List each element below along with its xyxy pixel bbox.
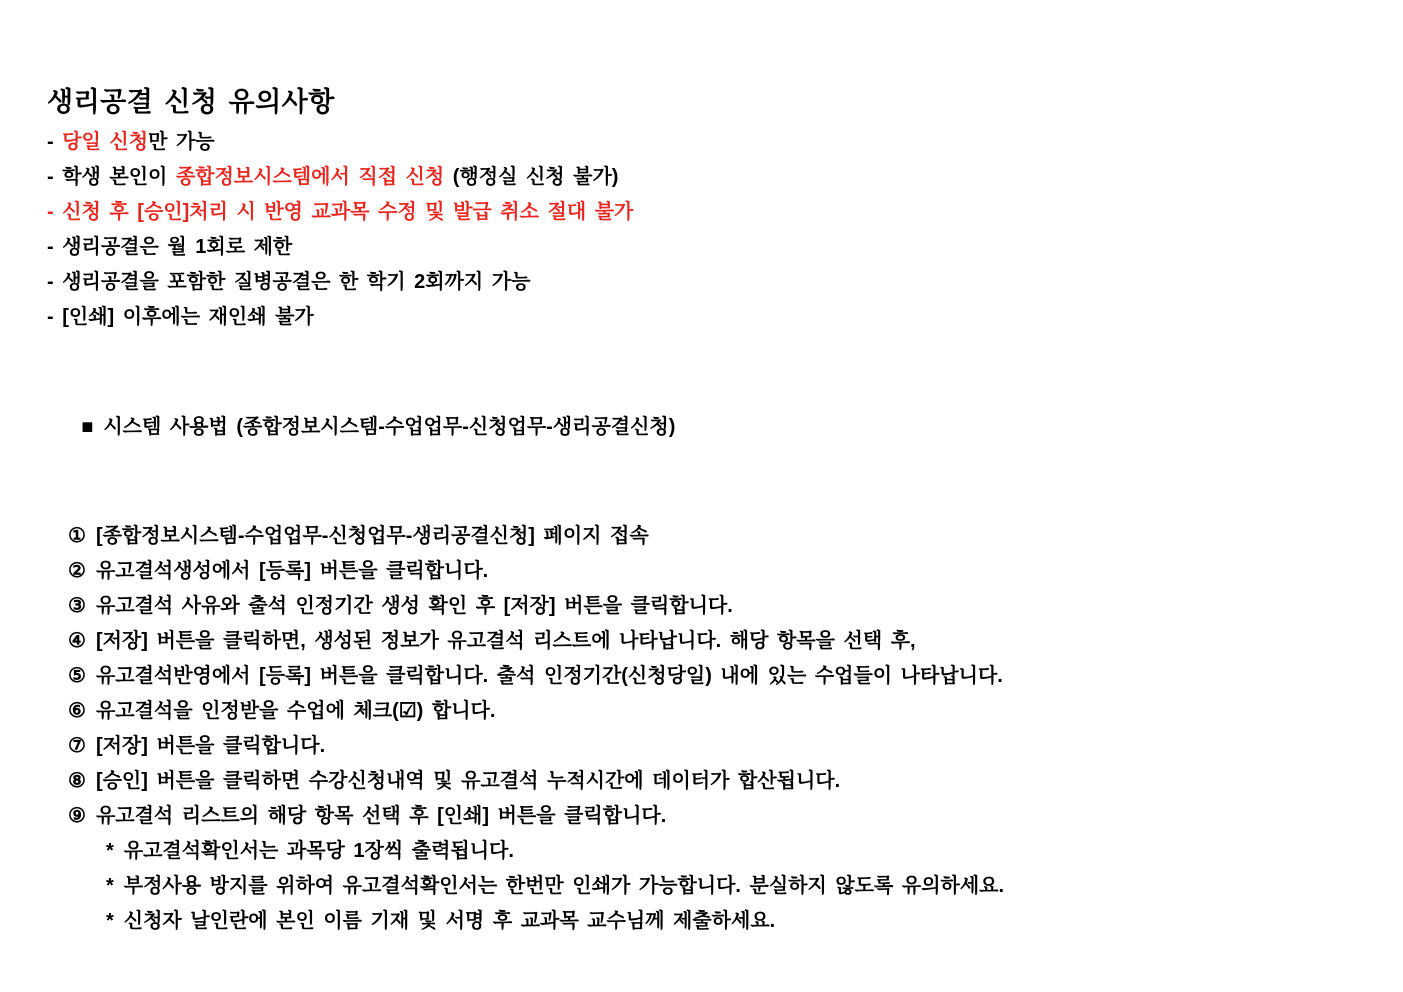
square-bullet-icon: ■: [81, 416, 94, 439]
note-segment-red: 당일 신청: [62, 131, 149, 154]
step-text: 유고결석반영에서 [등록] 버튼을 클릭합니다. 출석 인정기간(신청당일) 내에 있는 수업들이 나타납니다.: [95, 665, 1003, 688]
step-line: [68, 519, 1363, 554]
note-segment: - 생리공결을 포함한 질병공결은 한 학기 2회까지 가능: [47, 271, 531, 294]
step-line: [68, 554, 1363, 589]
step-number-icon: ⑧: [68, 770, 86, 793]
step-line: [68, 799, 1363, 834]
step-line: [68, 694, 1363, 729]
step-line: [68, 764, 1363, 799]
step-text: 유고결석을 인정받을 수업에 체크(☑) 합니다.: [95, 700, 496, 723]
note-line: [47, 195, 1363, 230]
substep-text: 유고결석확인서는 과목당 1장씩 출력됩니다.: [123, 840, 514, 863]
note-line: [47, 300, 1363, 335]
step-text: [종합정보시스템-수업업무-신청업무-생리공결신청] 페이지 접속: [95, 525, 649, 548]
substep-text: 부정사용 방지를 위하여 유고결석확인서는 한번만 인쇄가 가능합니다. 분실하지 않도록 유의하세요.: [123, 875, 1005, 898]
step-number-icon: ④: [68, 630, 86, 653]
step-line: [68, 624, 1363, 659]
notes-list: [47, 125, 1363, 335]
step-text: 유고결석생성에서 [등록] 버튼을 클릭합니다.: [95, 560, 489, 583]
note-segment: - 학생 본인이: [47, 166, 176, 189]
note-line: [47, 230, 1363, 265]
step-number-icon: ②: [68, 560, 86, 583]
step-line: [68, 729, 1363, 764]
asterisk-icon: *: [106, 875, 114, 898]
note-line: [47, 265, 1363, 300]
substep-line: [106, 834, 1363, 869]
step-text: 유고결석 리스트의 해당 항목 선택 후 [인쇄] 버튼을 클릭합니다.: [95, 805, 667, 828]
substep-line: [106, 904, 1363, 939]
step-text: [저장] 버튼을 클릭하면, 생성된 정보가 유고결석 리스트에 나타납니다. 해당 항목을 선택 후,: [95, 630, 916, 653]
step-line: [68, 659, 1363, 694]
step-number-icon: ⑥: [68, 700, 86, 723]
note-segment-red: 종합정보시스템에서 직접 신청: [175, 166, 445, 189]
step-text: [승인] 버튼을 클릭하면 수강신청내역 및 유고결석 누적시간에 데이터가 합산됩니다.: [95, 770, 841, 793]
step-number-icon: ①: [68, 525, 86, 548]
step-number-icon: ⑨: [68, 805, 86, 828]
step-number-icon: ⑤: [68, 665, 86, 688]
note-segment: - [인쇄] 이후에는 재인쇄 불가: [47, 306, 314, 329]
note-line: [47, 125, 1363, 160]
note-segment: -: [47, 131, 63, 154]
note-line: [47, 160, 1363, 195]
substeps-list: [106, 834, 1363, 939]
note-segment: 만 가능: [148, 131, 215, 154]
note-segment-red: - 신청 후 [승인]처리 시 반영 교과목 수정 및 발급 취소 절대 불가: [47, 201, 634, 224]
step-line: [68, 589, 1363, 624]
asterisk-icon: *: [106, 840, 114, 863]
substep-text: 신청자 날인란에 본인 이름 기재 및 서명 후 교과목 교수님께 제출하세요.: [123, 910, 776, 933]
substep-line: [106, 869, 1363, 904]
step-number-icon: ⑦: [68, 735, 86, 758]
note-segment: - 생리공결은 월 1회로 제한: [47, 236, 293, 259]
step-text: 유고결석 사유와 출석 인정기간 생성 확인 후 [저장] 버튼을 클릭합니다.: [95, 595, 733, 618]
asterisk-icon: *: [106, 910, 114, 933]
steps-list: [68, 519, 1363, 834]
page-title: 생리공결 신청 유의사항: [47, 87, 335, 117]
section-title: 시스템 사용법 (종합정보시스템-수업업무-신청업무-생리공결신청): [103, 416, 676, 439]
note-segment: (행정실 신청 불가): [444, 166, 619, 189]
step-number-icon: ③: [68, 595, 86, 618]
step-text: [저장] 버튼을 클릭합니다.: [95, 735, 326, 758]
section-header: [47, 375, 1363, 480]
